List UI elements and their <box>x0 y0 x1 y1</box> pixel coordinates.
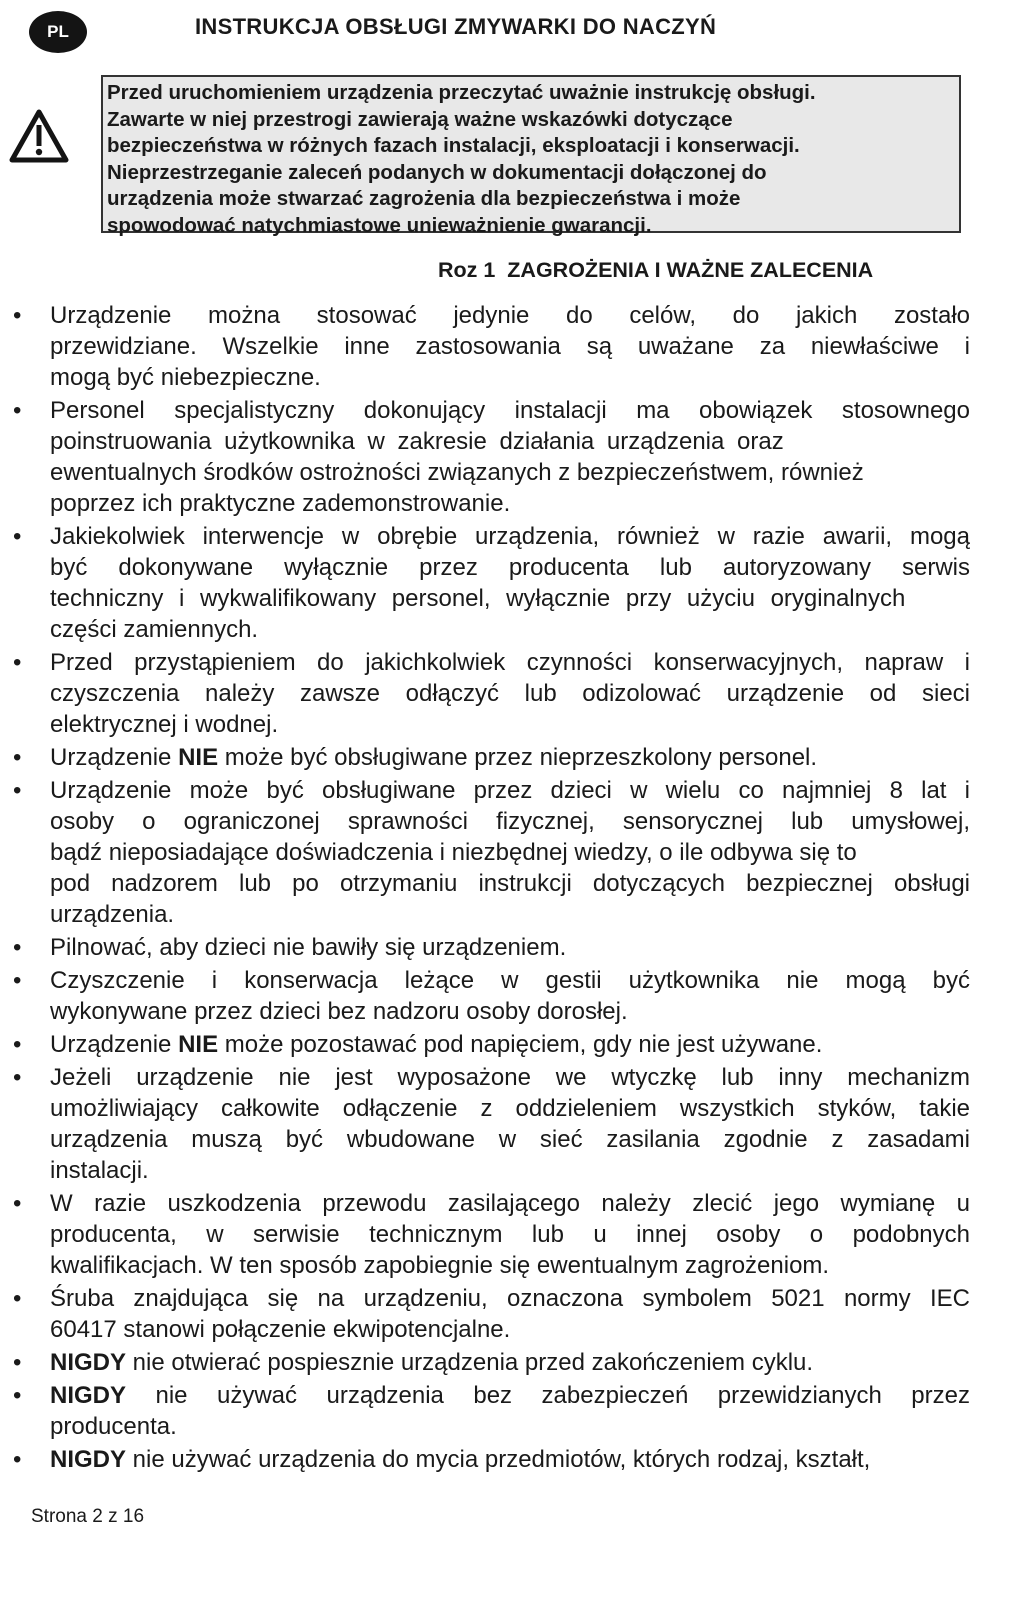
item-text: nie używać urządzenia do mycia przedmiotów, których rodzaj, kształt, <box>126 1446 871 1473</box>
list-item <box>0 1283 970 1345</box>
bullet-icon: • <box>13 397 22 424</box>
list-item <box>0 965 970 1027</box>
item-line <box>50 1347 970 1378</box>
bullet-icon: • <box>13 649 22 676</box>
item-line: techniczny i wykwalifikowany personel, wyłącznie przy użyciu oryginalnych <box>50 585 906 612</box>
bullet-icon: • <box>13 1285 22 1312</box>
bullet-icon: • <box>13 934 22 961</box>
item-line: Jakiekolwiek interwencje w obrębie urządzenia, również w razie awarii, mogą <box>50 523 970 550</box>
language-badge <box>29 11 87 53</box>
warning-line: spowodować natychmiastowe unieważnienie gwarancji. <box>107 213 652 237</box>
item-line: elektrycznej i wodnej. <box>50 711 279 738</box>
item-line: Czyszczenie i konserwacja leżące w gestii użytkownika nie mogą być <box>50 967 970 994</box>
bullet-icon: • <box>13 302 22 329</box>
item-line: urządzenia muszą być wbudowane w sieć zasilania zgodnie z zasadami <box>50 1126 970 1153</box>
list-item <box>0 775 970 930</box>
item-line: pod nadzorem lub po otrzymaniu instrukcji dotyczących bezpiecznej obsługi <box>50 870 970 897</box>
item-line: W razie uszkodzenia przewodu zasilającego należy zlecić jego wymianę u <box>50 1190 970 1217</box>
list-item <box>0 742 970 773</box>
item-line: Urządzenie może być obsługiwane przez dzieci w wielu co najmniej 8 lat i <box>50 777 970 804</box>
bullet-icon: • <box>13 1190 22 1217</box>
list-item <box>0 1062 970 1186</box>
list-item <box>0 1380 970 1442</box>
bullet-icon: • <box>13 777 22 804</box>
item-line <box>50 742 970 773</box>
item-line: poinstruowania użytkownika w zakresie działania urządzenia oraz <box>50 428 784 455</box>
item-line: urządzenia. <box>50 901 175 928</box>
item-line: Jeżeli urządzenie nie jest wyposażone we wtyczkę lub inny mechanizm <box>50 1064 970 1091</box>
list-item <box>0 1444 970 1475</box>
emphasis-text: NIGDY <box>50 1382 127 1409</box>
item-line: mogą być niebezpieczne. <box>50 364 321 391</box>
section-heading <box>438 258 873 283</box>
item-line <box>50 1380 970 1411</box>
item-line: ewentualnych środków ostrożności związanych z bezpieczeństwem, również <box>50 459 864 486</box>
item-line <box>50 1029 970 1060</box>
list-item <box>0 1347 970 1378</box>
warning-line: Nieprzestrzeganie zaleceń podanych w dokumentacji dołączonej do <box>107 160 767 184</box>
item-line: wykonywane przez dzieci bez nadzoru osoby dorosłej. <box>50 998 628 1025</box>
list-item <box>0 1029 970 1060</box>
section-title: ZAGROŻENIA I WAŻNE ZALECENIA <box>507 258 874 282</box>
item-line <box>50 1444 970 1475</box>
item-line: osoby o ograniczonej sprawności fizycznej, sensorycznej lub umysłowej, <box>50 808 970 835</box>
warning-triangle-icon <box>8 108 70 164</box>
language-code: PL <box>47 22 69 41</box>
warning-line: bezpieczeństwa w różnych fazach instalacji, eksploatacji i konserwacji. <box>107 134 800 157</box>
item-line: 60417 stanowi połączenie ekwipotencjalne. <box>50 1316 511 1343</box>
item-line: Pilnować, aby dzieci nie bawiły się urządzeniem. <box>50 934 567 961</box>
emphasis-text: NIGDY <box>50 1446 127 1473</box>
bullet-icon: • <box>13 1064 22 1091</box>
section-number: Roz 1 <box>438 258 496 282</box>
list-item <box>0 521 970 645</box>
bullet-icon: • <box>13 1031 22 1058</box>
item-line: być dokonywane wyłącznie przez producenta lub autoryzowany serwis <box>50 554 970 581</box>
emphasis-text: NIE <box>178 744 219 771</box>
item-text: nie używać urządzenia bez zabezpieczeń przewidzianych przez <box>126 1382 970 1409</box>
item-line: części zamiennych. <box>50 616 259 643</box>
emphasis-text: NIGDY <box>50 1349 127 1376</box>
bullet-icon: • <box>13 1382 22 1409</box>
list-item <box>0 300 970 393</box>
item-line: czyszczenia należy zawsze odłączyć lub odizolować urządzenie od sieci <box>50 680 970 707</box>
item-text: może być obsługiwane przez nieprzeszkolony personel. <box>218 744 818 771</box>
item-text: Urządzenie <box>50 744 179 771</box>
item-text: nie otwierać pospiesznie urządzenia przed zakończeniem cyklu. <box>126 1349 814 1376</box>
item-line: poprzez ich praktyczne zademonstrowanie. <box>50 490 511 517</box>
safety-list <box>0 300 1011 1477</box>
item-line: kwalifikacjach. W ten sposób zapobiegnie się ewentualnym zagrożeniom. <box>50 1252 830 1279</box>
item-line: Przed przystąpieniem do jakichkolwiek czynności konserwacyjnych, napraw i <box>50 649 970 676</box>
item-line: producenta, w serwisie technicznym lub u innej osoby o podobnych <box>50 1221 970 1248</box>
warning-line: Zawarte w niej przestrogi zawierają ważne wskazówki dotyczące <box>107 107 733 131</box>
item-line: Śruba znajdująca się na urządzeniu, oznaczona symbolem 5021 normy IEC <box>50 1285 970 1312</box>
emphasis-text: NIE <box>178 1031 219 1058</box>
warning-line: urządzenia może stwarzać zagrożenia dla bezpieczeństwa i może <box>107 187 741 210</box>
bullet-icon: • <box>13 1446 22 1473</box>
bullet-icon: • <box>13 523 22 550</box>
item-line: umożliwiający całkowite odłączenie z oddzieleniem wszystkich styków, takie <box>50 1095 970 1122</box>
item-line: Urządzenie można stosować jedynie do celów, do jakich zostało <box>50 302 970 329</box>
document-title: INSTRUKCJA OBSŁUGI ZMYWARKI DO NACZYŃ <box>195 14 717 39</box>
warning-notice <box>101 75 961 237</box>
list-item <box>0 647 970 740</box>
item-line: producenta. <box>50 1413 177 1440</box>
item-line: przewidziane. Wszelkie inne zastosowania są uważane za niewłaściwe i <box>50 333 970 360</box>
list-item <box>0 932 970 963</box>
list-item <box>0 395 970 519</box>
item-text: Urządzenie <box>50 1031 179 1058</box>
item-line: bądź nieposiadające doświadczenia i niezbędnej wiedzy, o ile odbywa się to <box>50 839 857 866</box>
item-line: Personel specjalistyczny dokonujący instalacji ma obowiązek stosownego <box>50 397 970 424</box>
item-text: może pozostawać pod napięciem, gdy nie jest używane. <box>218 1031 823 1058</box>
bullet-icon: • <box>13 744 22 771</box>
bullet-icon: • <box>13 967 22 994</box>
page-number: Strona 2 z 16 <box>31 1506 145 1527</box>
bullet-icon: • <box>13 1349 22 1376</box>
warning-line: Przed uruchomieniem urządzenia przeczytać uważnie instrukcję obsługi. <box>107 81 816 104</box>
list-item <box>0 1188 970 1281</box>
item-line: instalacji. <box>50 1157 149 1184</box>
